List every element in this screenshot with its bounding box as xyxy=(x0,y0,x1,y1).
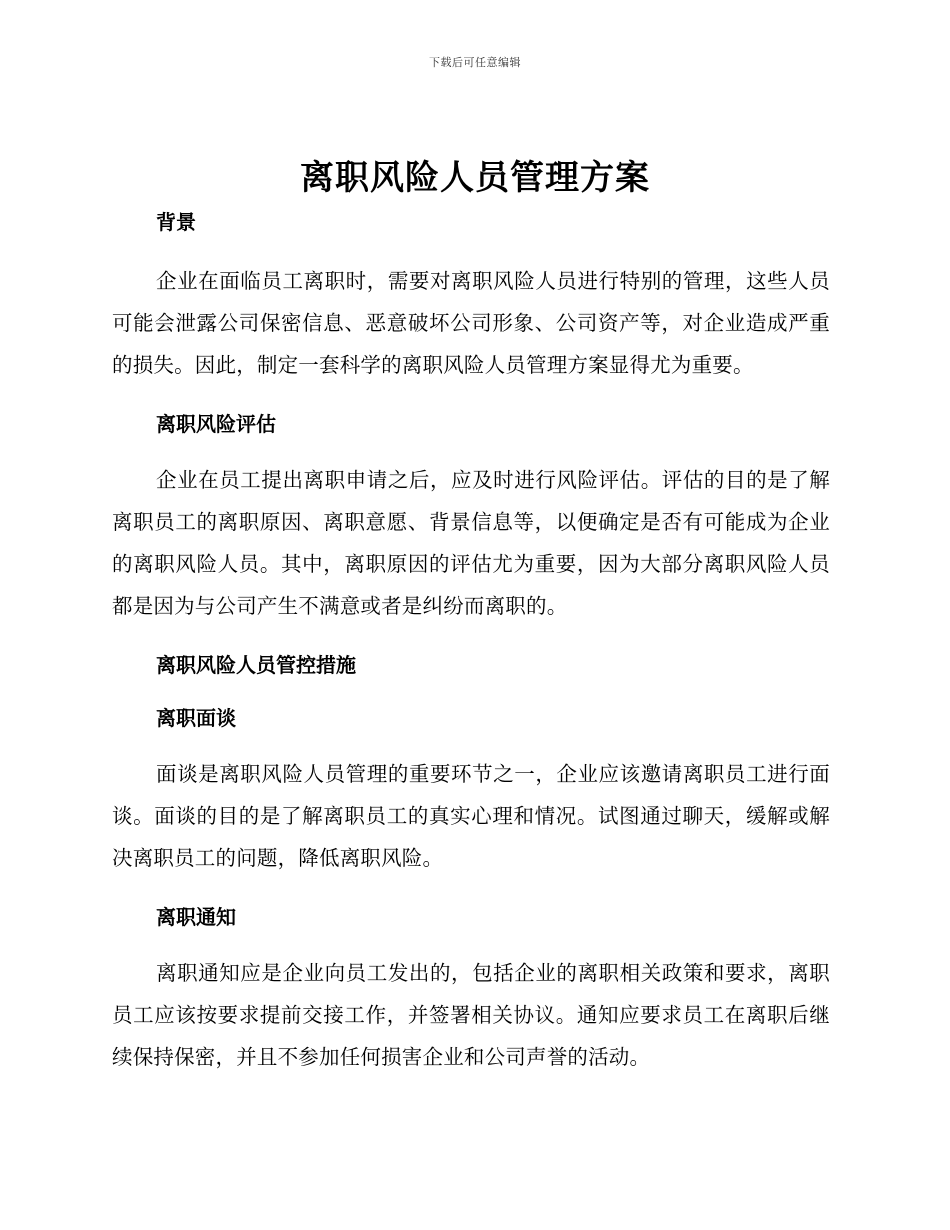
section-heading-control-measures: 离职风险人员管控措施 xyxy=(156,653,356,677)
section-heading-risk-assessment: 离职风险评估 xyxy=(156,412,276,436)
section-paragraph-exit-interview: 面谈是离职风险人员管理的重要环节之一，企业应该邀请离职员工进行面谈。面谈的目的是了解离职员工的真实心理和情况。试图通过聊天，缓解或解决离职员工的问题，降低离职风险。 xyxy=(112,762,830,870)
section-paragraph-background: 企业在面临员工离职时，需要对离职风险人员进行特别的管理，这些人员可能会泄露公司保密信息、恶意破坏公司形象、公司资产等，对企业造成严重的损失。因此，制定一套科学的离职风险人员管理方案显得尤为重要。 xyxy=(112,269,830,377)
document-title: 离职风险人员管理方案 xyxy=(300,158,650,198)
page-header-note: 下载后可任意编辑 xyxy=(429,56,521,69)
section-heading-resignation-notice: 离职通知 xyxy=(156,905,236,929)
section-heading-exit-interview: 离职面谈 xyxy=(156,706,236,730)
section-paragraph-resignation-notice: 离职通知应是企业向员工发出的，包括企业的离职相关政策和要求，离职员工应该按要求提前交接工作，并签署相关协议。通知应要求员工在离职后继续保持保密，并且不参加任何损害企业和公司声誉的活动。 xyxy=(112,961,830,1069)
section-paragraph-risk-assessment: 企业在员工提出离职申请之后，应及时进行风险评估。评估的目的是了解离职员工的离职原因、离职意愿、背景信息等，以便确定是否有可能成为企业的离职风险人员。其中，离职原因的评估尤为重要，因为大部分离职风险人员都是因为与公司产生不满意或者是纠纷而离职的。 xyxy=(112,468,830,618)
document-body xyxy=(112,204,830,1078)
section-heading-background: 背景 xyxy=(156,210,196,234)
